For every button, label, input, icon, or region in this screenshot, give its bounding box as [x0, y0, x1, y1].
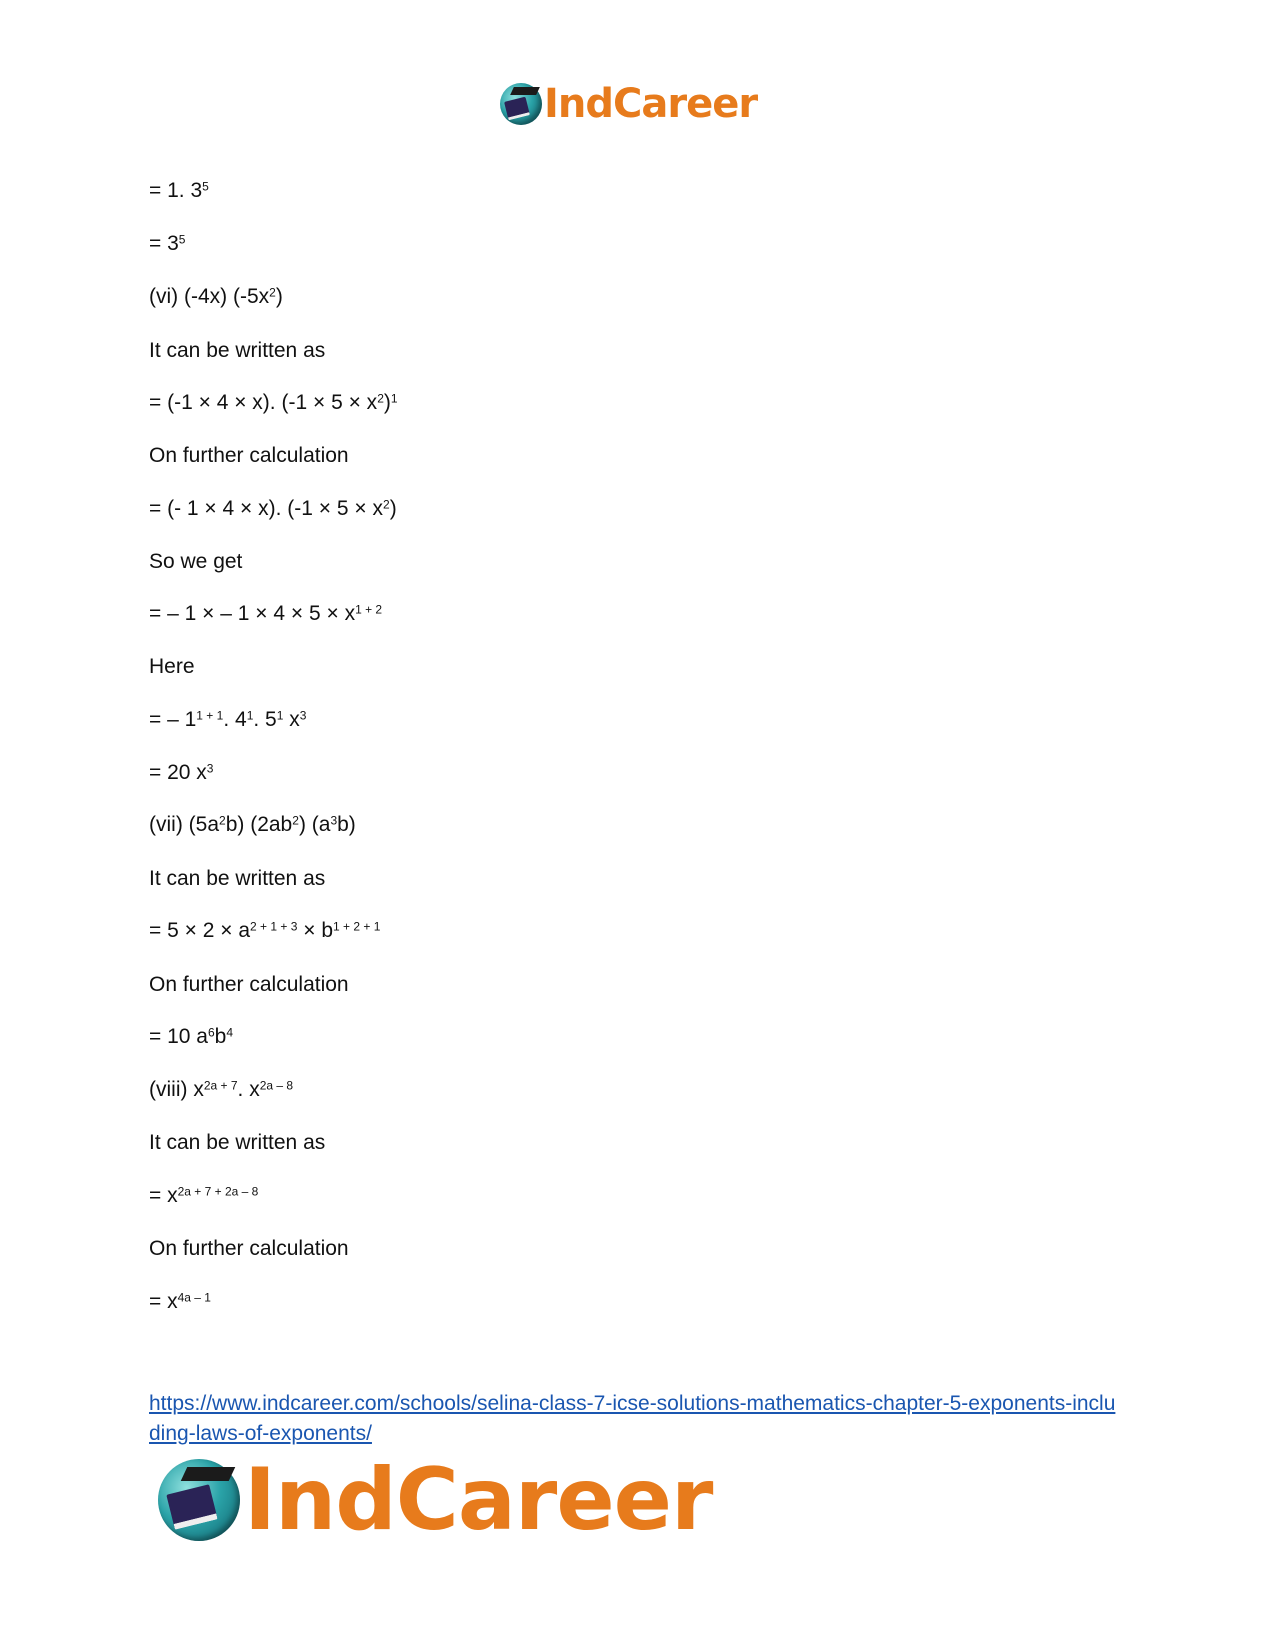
question-label: (vii) $(5a^2b)$ $(2ab^2)$ $(a^3b)$ — [149, 813, 356, 836]
math-line: = (- 1 × 4 × x). $(-1 \times 5 \times x^2)$ — [149, 497, 397, 520]
text-line: Here — [149, 655, 195, 678]
text-line: So we get — [149, 550, 243, 573]
globe-book-icon — [500, 83, 542, 125]
math-line: = 10 $a^6b^4$ — [149, 1025, 234, 1048]
math-line: = – 1 × – $1 \times 4 \times 5 \times x^{1 + 2}$ — [149, 602, 383, 625]
globe-book-icon — [158, 1459, 240, 1541]
math-line: = $x^{2a + 7 + 2a - 8}$ — [149, 1184, 259, 1207]
footer-logo — [158, 1450, 713, 1550]
question-label: (vi) (-4x) $(-5x^2)$ — [149, 285, 283, 308]
question-label: (viii) $x^{2a + 7}$. $x^{2a - 8}$ — [149, 1078, 294, 1101]
math-line: = 1. $3^5$ — [149, 179, 209, 202]
text-line: It can be written as — [149, 339, 326, 362]
text-line: On further calculation — [149, 444, 349, 467]
source-url-link[interactable]: https://www.indcareer.com/schools/selina-class-7-icse-solutions-mathematics-chapter-5-exponents-including-laws-of-exponents/ — [149, 1392, 1116, 1445]
text-line: On further calculation — [149, 973, 349, 996]
math-line: = – $1^{1 + 1}$. $4^1$. $5^1$ $x^3$ — [149, 708, 307, 731]
math-line: = $3^5$ — [149, 232, 186, 255]
math-line: = (-1 × 4 × x). $(-1 \times 5 \times x^2)^1$ — [149, 391, 398, 414]
text-line: On further calculation — [149, 1237, 349, 1260]
math-line: = $x^{4a - 1}$ — [149, 1290, 211, 1313]
footer-logo-text: IndCareer — [244, 1450, 713, 1550]
text-line: It can be written as — [149, 867, 326, 890]
math-line: = $5 \times 2 \times a^{2 + 1 + 3} \times b^{1 + 2 + 1}$ — [149, 919, 381, 942]
math-line: = 20 $x^3$ — [149, 761, 214, 784]
header-logo-text: IndCareer — [544, 81, 758, 127]
header-logo — [500, 80, 770, 128]
text-line: It can be written as — [149, 1131, 326, 1154]
